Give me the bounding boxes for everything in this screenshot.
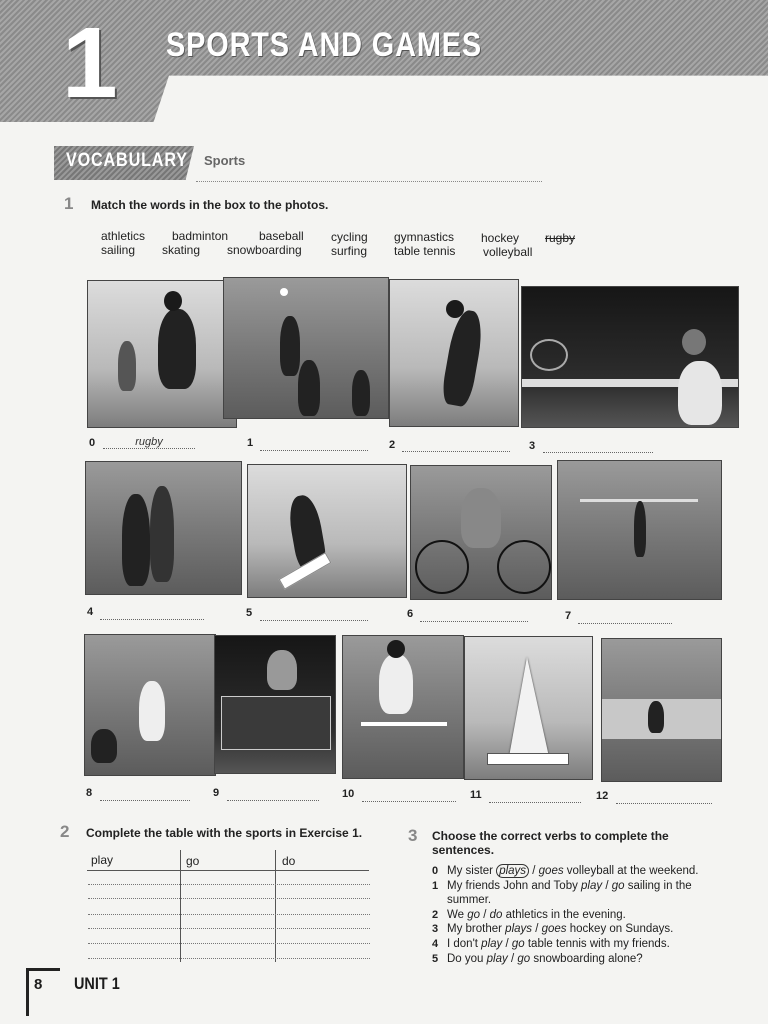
answer-line[interactable] (402, 439, 510, 452)
photo-table-tennis (214, 635, 336, 774)
sentence-number: 3 (432, 923, 439, 935)
word-box-item: table tennis (394, 244, 456, 258)
table-header-rule (87, 870, 369, 871)
photo-number: 8 (86, 787, 93, 799)
photo-hockey (85, 461, 242, 595)
photo-number: 3 (529, 440, 536, 452)
sentence: I don't play / go table tennis with my friends. (447, 938, 670, 950)
exercise-2-instruction: Complete the table with the sports in Exercise 1. (86, 826, 363, 840)
verb-option[interactable]: go (511, 938, 525, 950)
table-answer-row[interactable] (88, 943, 370, 944)
table-header-play: play (91, 853, 114, 867)
verb-option[interactable]: play (481, 938, 503, 950)
answer-line[interactable] (227, 788, 319, 801)
answer-line[interactable] (362, 789, 456, 802)
table-header-do: do (282, 854, 296, 868)
word-box-item: hockey (481, 231, 520, 245)
photo-gymnastics (557, 460, 722, 600)
table-answer-row[interactable] (88, 884, 370, 885)
sentence: Do you play / go snowboarding alone? (447, 953, 643, 965)
verb-option[interactable]: goes (538, 865, 564, 877)
sentence: My brother plays / goes hockey on Sundays. (447, 923, 674, 935)
word-box-item-crossed: rugby (545, 231, 576, 245)
exercise-3-instruction: Choose the correct verbs to complete the (432, 829, 669, 843)
footer-rule (26, 968, 60, 971)
sentence: My sister plays / goes volleyball at the weekend. (447, 865, 699, 877)
table-answer-row[interactable] (88, 914, 370, 915)
exercise-1-instruction: Match the words in the box to the photos. (91, 198, 329, 212)
page-number: 8 (34, 976, 43, 993)
verb-option[interactable]: go (467, 909, 481, 921)
example-answer: rugby (135, 436, 163, 448)
word-box-item: baseball (259, 229, 304, 243)
photo-number: 5 (246, 607, 253, 619)
photo-skating (389, 279, 519, 427)
table-column-divider (275, 850, 276, 962)
answer-line[interactable] (543, 440, 653, 453)
footer-unit-label: UNIT 1 (74, 974, 120, 993)
verb-option[interactable]: play (486, 953, 508, 965)
selected-option[interactable]: plays (496, 864, 529, 878)
photo-surfing (601, 638, 722, 782)
section-divider (196, 181, 542, 182)
page-title: SPORTS AND GAMES (166, 26, 483, 64)
exercise-3-number: 3 (408, 826, 418, 845)
unit-number: 1 (62, 7, 114, 119)
photo-cycling (410, 465, 552, 600)
photo-badminton (521, 286, 739, 428)
sentence-number: 4 (432, 938, 439, 950)
verb-option[interactable]: goes (541, 923, 567, 935)
photo-number: 7 (565, 610, 572, 622)
sentence-number: 1 (432, 880, 439, 892)
footer-rule (26, 968, 29, 1016)
sentence: We go / do athletics in the evening. (447, 909, 626, 921)
photo-number: 2 (389, 439, 396, 451)
word-box-item: snowboarding (227, 243, 302, 257)
photo-number: 6 (407, 608, 414, 620)
photo-sailing (464, 636, 593, 780)
word-box-item: cycling (331, 230, 368, 244)
word-box-item: surfing (331, 244, 368, 258)
word-box-item: gymnastics (394, 230, 455, 244)
sentence-continuation: summer. (447, 894, 492, 906)
exercise-3-instruction-cont: sentences. (432, 843, 495, 857)
photo-number: 1 (247, 437, 254, 449)
photo-number: 9 (213, 787, 220, 799)
photo-snowboarding (247, 464, 407, 598)
word-box-item: volleyball (483, 245, 533, 259)
table-header-go: go (186, 854, 200, 868)
photo-volleyball (223, 277, 389, 419)
photo-number: 11 (470, 789, 482, 801)
word-box-item: athletics (101, 229, 146, 243)
verb-option[interactable]: play (581, 880, 603, 892)
photo-rugby (87, 280, 237, 428)
photo-baseball (84, 634, 216, 776)
word-box-item: skating (162, 243, 201, 257)
verb-option[interactable]: go (611, 880, 625, 892)
answer-line[interactable] (260, 608, 368, 621)
sentence: My friends John and Toby play / go sailing in the (447, 880, 692, 892)
answer-line[interactable] (616, 791, 712, 804)
word-box-item: badminton (172, 229, 229, 243)
sentence-number: 5 (432, 953, 439, 965)
table-answer-row[interactable] (88, 898, 370, 899)
answer-line[interactable] (100, 788, 190, 801)
sentence-number: 2 (432, 909, 439, 921)
section-subtitle: Sports (204, 153, 246, 168)
answer-line[interactable] (100, 607, 204, 620)
answer-line[interactable] (489, 790, 581, 803)
answer-line[interactable] (260, 438, 368, 451)
photo-number: 4 (87, 606, 94, 618)
exercise-2-number: 2 (60, 822, 70, 841)
verb-option[interactable]: plays (505, 923, 533, 935)
section-tag: VOCABULARY (66, 150, 188, 171)
answer-line[interactable] (420, 609, 528, 622)
verb-option[interactable]: go (517, 953, 531, 965)
verb-option[interactable]: do (489, 909, 503, 921)
photo-number: 12 (596, 790, 609, 802)
photo-athletics (342, 635, 464, 779)
table-answer-row[interactable] (88, 958, 370, 959)
table-answer-row[interactable] (88, 928, 370, 929)
photo-number: 0 (89, 437, 96, 449)
sentence-number: 0 (432, 865, 439, 877)
word-box-item: sailing (101, 243, 136, 257)
table-column-divider (180, 850, 181, 962)
photo-number: 10 (342, 788, 355, 800)
exercise-1-number: 1 (64, 194, 74, 213)
answer-line[interactable] (578, 611, 672, 624)
